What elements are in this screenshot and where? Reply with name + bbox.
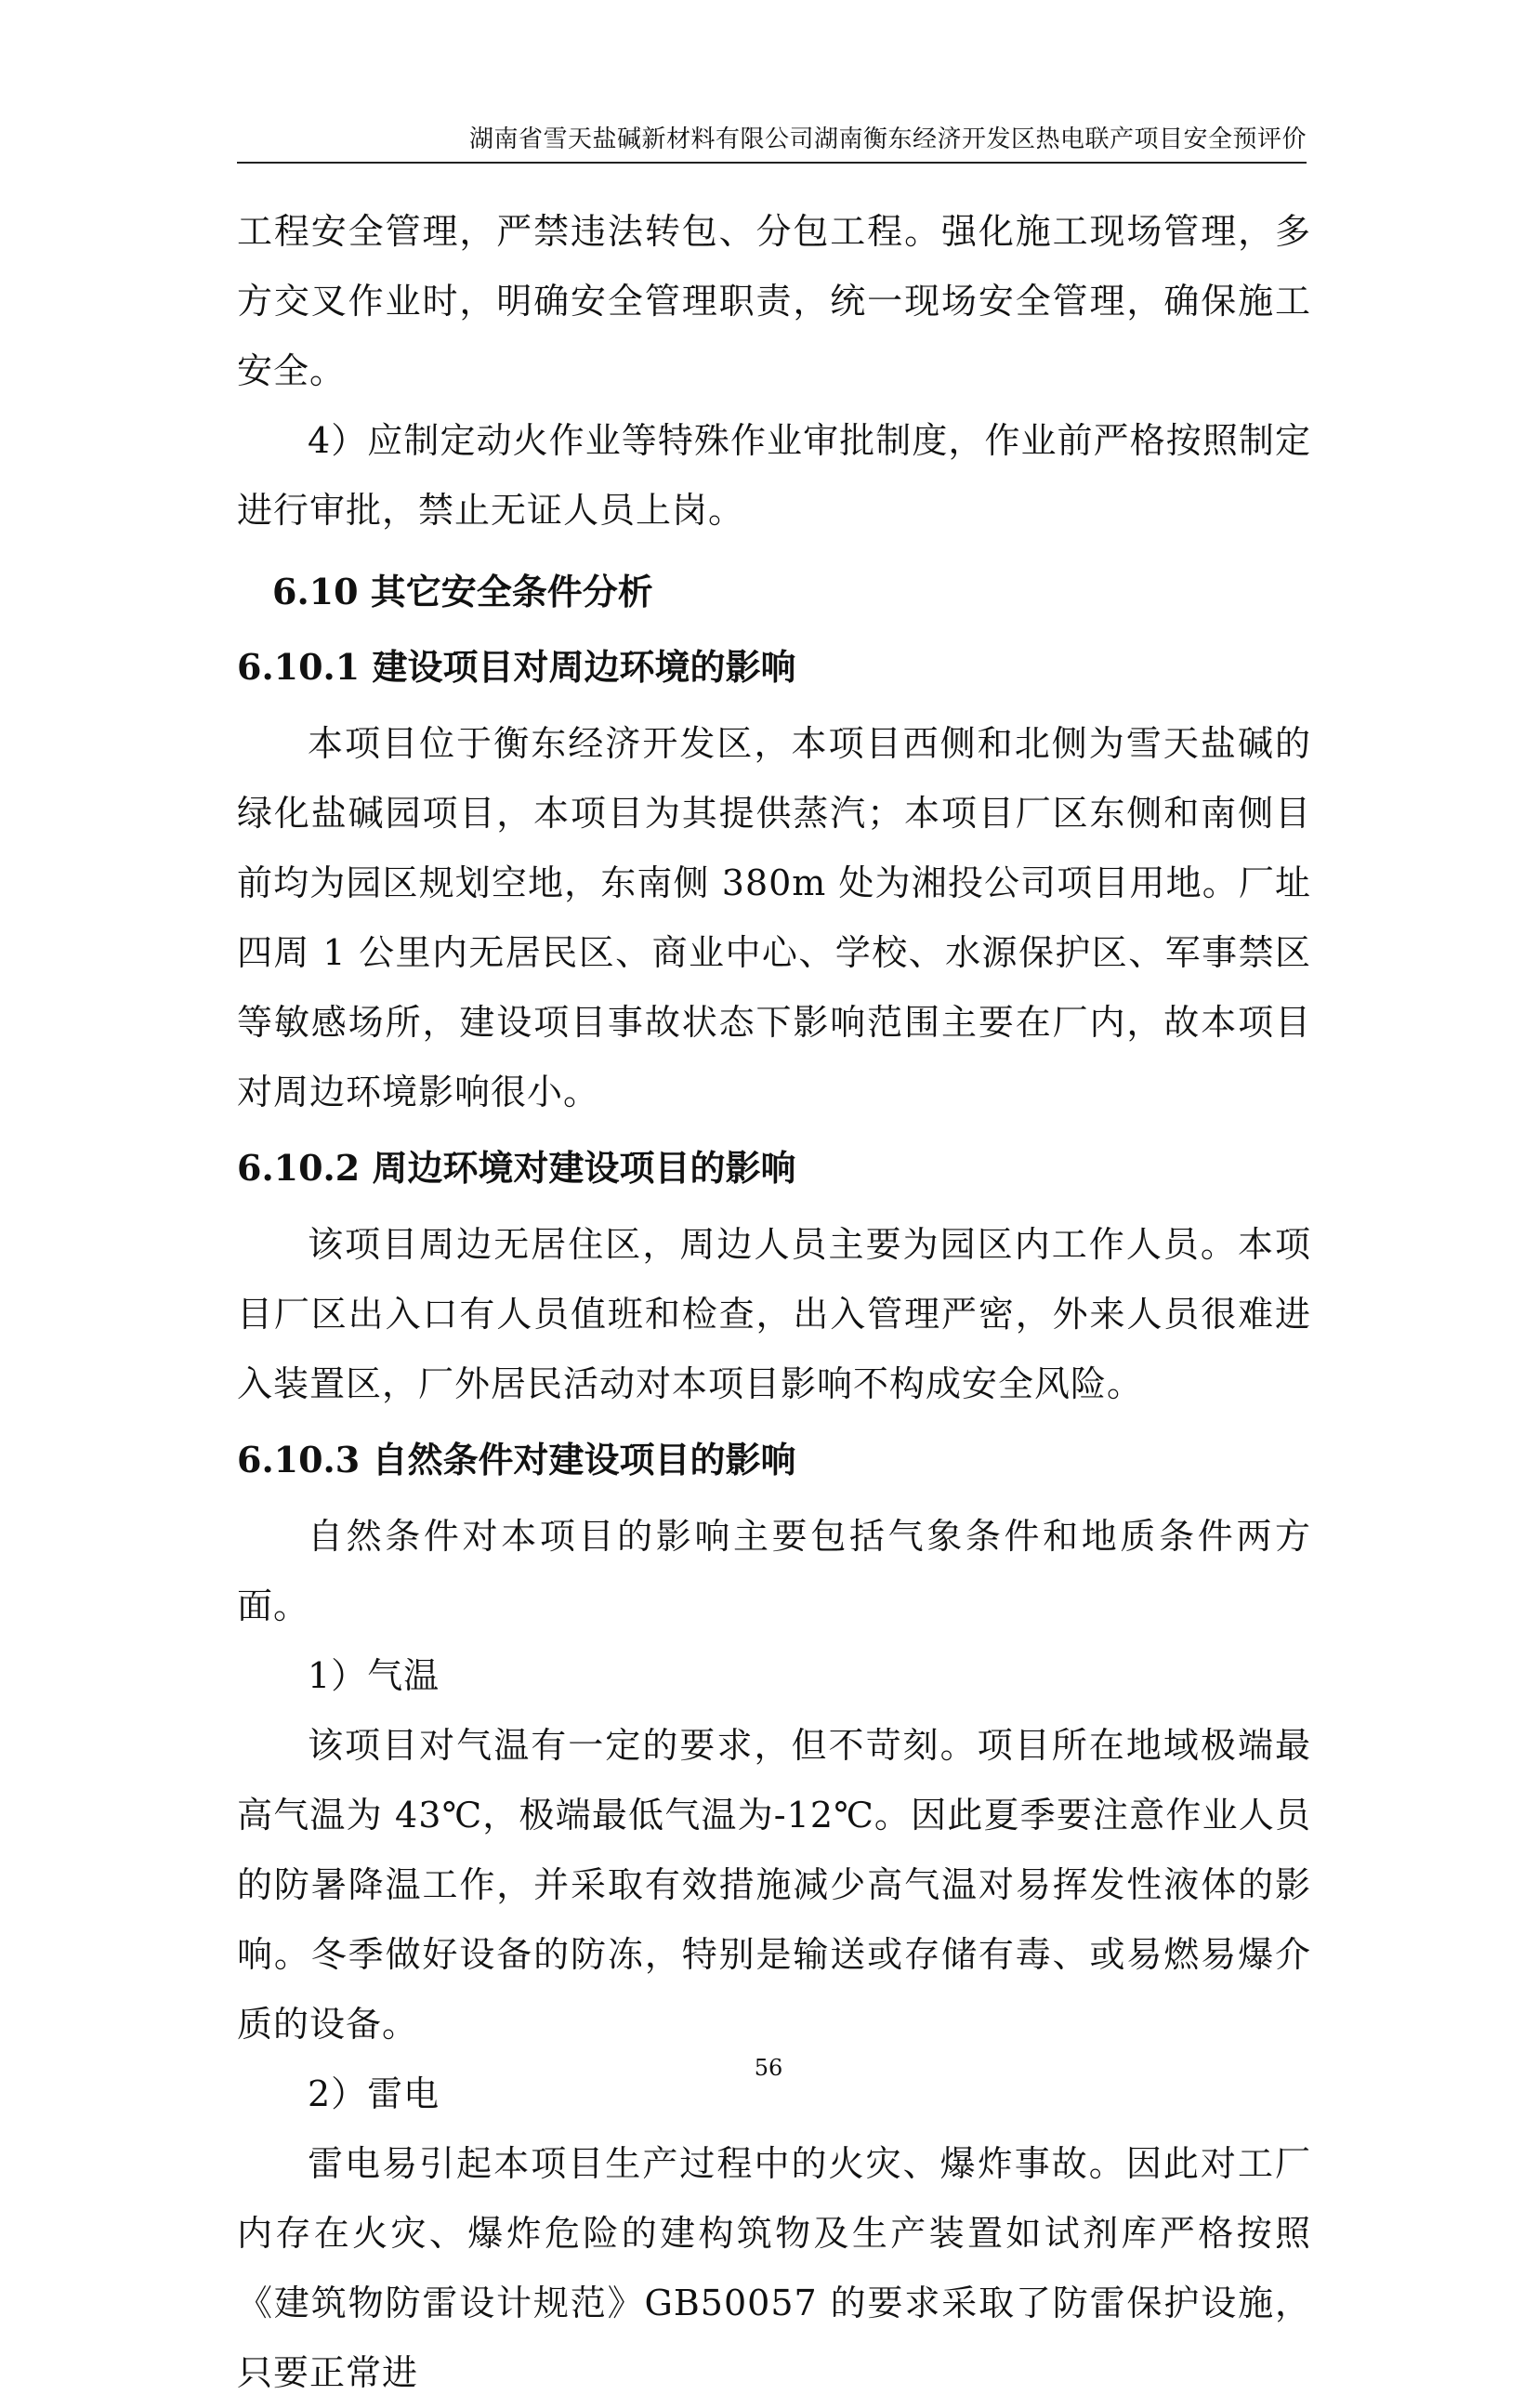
paragraph-continuation: 工程安全管理，严禁违法转包、分包工程。强化施工现场管理，多方交叉作业时，明确安全管理职责，统一现场安全管理，确保施工安全。 (237, 211, 1311, 391)
subsection-title-6-10-3: 6.10.3 自然条件对建设项目的影响 (237, 1439, 796, 1480)
subsection-title-6-10-2: 6.10.2 周边环境对建设项目的影响 (237, 1147, 796, 1189)
subsection-title-6-10-1: 6.10.1 建设项目对周边环境的影响 (237, 646, 796, 688)
page-header (237, 121, 1307, 164)
paragraph-temperature: 该项目对气温有一定的要求，但不苛刻。项目所在地域极端最高气温为 43℃，极端最低气温为-12℃。因此夏季要注意作业人员的防暑降温工作，并采取有效措施减少高气温对易挥发性液体的影响。冬季做好设备的防冻，特别是输送或存储有毒、或易燃易爆介质的设备。 (237, 1725, 1311, 2045)
item-temperature-heading: 1）气温 (308, 1655, 440, 1696)
paragraph-natural-conditions: 自然条件对本项目的影响主要包括气象条件和地质条件两方面。 (237, 1516, 1311, 1626)
paragraph-environment-impact: 该项目周边无居住区，周边人员主要为园区内工作人员。本项目厂区出入口有人员值班和检查，出入管理严密，外来人员很难进入装置区，厂外居民活动对本项目影响不构成安全风险。 (237, 1224, 1311, 1404)
page-number: 56 (754, 2055, 783, 2081)
section-title-6-10: 6.10 其它安全条件分析 (272, 571, 653, 612)
header-title: 湖南省雪天盐碱新材料有限公司湖南衡东经济开发区热电联产项目安全预评价 (468, 125, 1307, 153)
paragraph-lightning: 雷电易引起本项目生产过程中的火灾、爆炸事故。因此对工厂内存在火灾、爆炸危险的建构筑物及生产装置如试剂库严格按照《建筑物防雷设计规范》GB50057 的要求采取了防雷保护设施，只要正常进 (237, 2143, 1311, 2393)
item-lightning-heading: 2）雷电 (308, 2073, 440, 2114)
paragraph-item-4: 4）应制定动火作业等特殊作业审批制度，作业前严格按照制定进行审批，禁止无证人员上岗。 (237, 420, 1311, 531)
paragraph-surroundings-impact: 本项目位于衡东经济开发区，本项目西侧和北侧为雪天盐碱的绿化盐碱园项目，本项目为其提供蒸汽；本项目厂区东侧和南侧目前均为园区规划空地，东南侧 380m 处为湘投公司项目用地。厂址四周 1 公里内无居民区、商业中心、学校、水源保护区、军事禁区等敏感场所，建设项目事故状态下影响范围主要在厂内，故本项目对周边环境影响很小。 (237, 723, 1311, 1112)
